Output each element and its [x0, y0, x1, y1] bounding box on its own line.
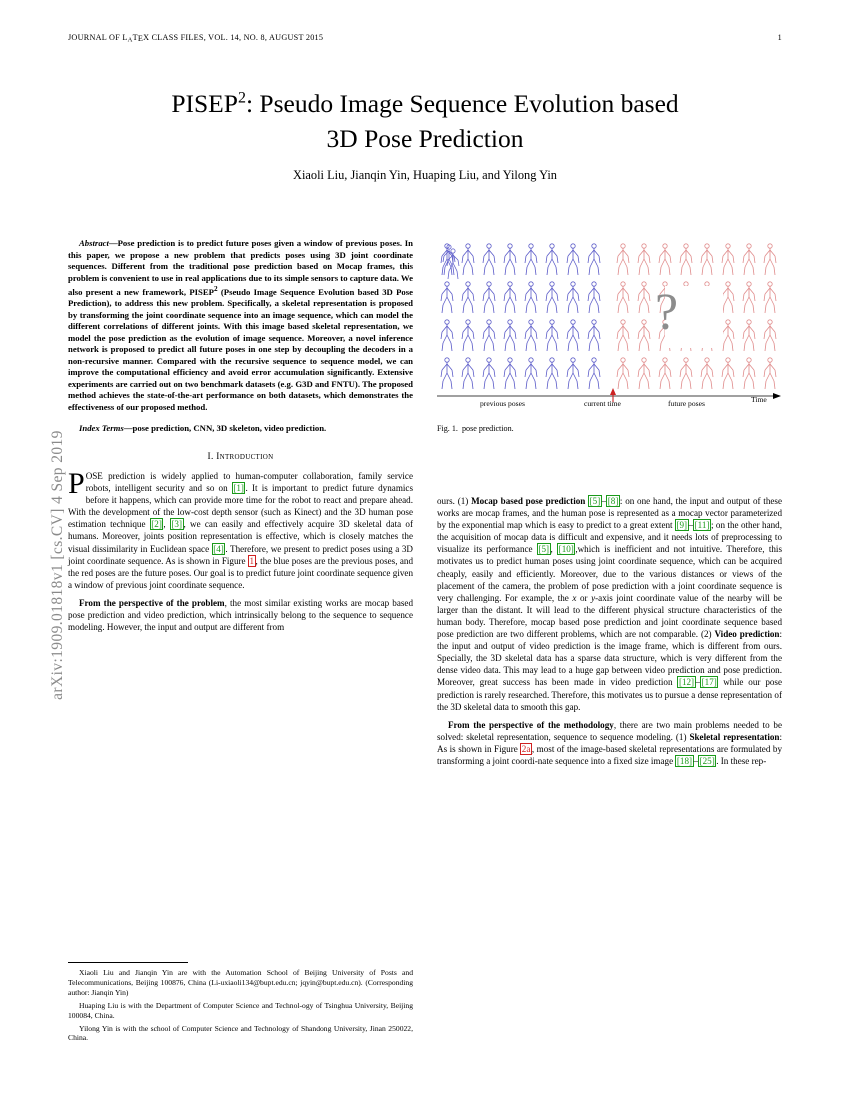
page-title — [68, 80, 782, 156]
figure-label-time: Time — [751, 395, 767, 404]
abstract: Abstract—Pose prediction is to predict future poses given a window of previous poses. In this paper, we propose a new problem that predicts poses using 3D joint coordinate sequences. Different from the traditional pose prediction based on Mocap frames, this problem is convenient to use in real applications due to its simple sensors to capture data. We also present a new framework, PISEP$^2$ (Pseudo Image Sequence Evolution based 3D Pose Prediction), to address this new problem. Specifically, a skeletal representation is proposed by transforming the joint coordinate sequence into an image sequence, which can model the different correlations of different joints. With this image based skeletal representation, we model the pose prediction as the evolution of image sequence. Moreover, a novel inference network is proposed to predict all future poses in one step by decoupling the decoders in a non-recursive manner. Compared with the recursive sequence to sequence model, we can improve the computational efficiency and avoid error accumulation significantly. Extensive experiments are carried out on two benchmark datasets (e.g. G3D and FNTU). The proposed method achieves the state-of-the-art performance on both datasets, which demonstrates the effectiveness of our proposed method. — [68, 238, 413, 412]
right-paragraph-1: ours. (1) Mocap based pose prediction [5] – [8] : on one hand, the input and output of these works are mocap frames, and the human pose is represented as a mocap vector parameterized by the exponential map which is easy to predict to a great extent [9] – [11] ; on the other hand, the acquisition of mocap data is difficult and expensive, and it needs lots of preprocessing to visualize its performance [5] , [10] ,which is inefficient and not intuitive. Therefore, this motivates us to predict human poses using joint coordinate sequence, which can be acquired cheaply, easily and efficiently. Moreover, due to the various distances or views of the placement of the camera, the problem of pose prediction with a joint coordinate sequence is very challenging. For example, the x or y-axis joint coordinate value of the nearby will be larger than the distant. It will lead to the different physical structure characteristics of the human body. Therefore, mocap based pose prediction and joint coordinate sequence based pose prediction are two different problems, which are not comparable. (2) Video prediction: the input and output of video prediction is the image frame, which is different from ours. Specially, the 3D skeletal data has a sparse data structure, which is very different from the dense video data. This may lead to a huge gap between video prediction and pose prediction. Moreover, great success has been made in video prediction [12] – [17] while our pose prediction is rarely researched. Therefore, this motivates us to pursue a dense representation of the 3D skeletal data to smooth this gap. — [437, 496, 783, 712]
citation-1[interactable]: [1] — [233, 483, 244, 494]
figure-label-previous-poses: previous poses — [480, 399, 525, 408]
figure-1 — [437, 238, 782, 433]
citation-25[interactable]: [25] — [699, 755, 715, 766]
citation-2[interactable]: [2] — [151, 519, 162, 530]
bold-phrase-skeletal: Skeletal representation — [689, 731, 780, 742]
footnote-item: Yilong Yin is with the school of Computer Science and Technology of Shandong University, Jinan 250022, China. — [68, 1023, 413, 1043]
intro-smallcaps: OSE — [85, 470, 103, 481]
right-column — [437, 495, 782, 767]
figure-label-future-poses: future poses — [668, 399, 705, 408]
citation-5[interactable]: [5] — [589, 496, 601, 506]
title-line-1: PISEP$^2$: Pseudo Image Sequence Evolution based — [171, 88, 679, 118]
paragraph-lead-bold: From the perspective of the problem — [79, 597, 225, 608]
citation-17[interactable]: [17] — [701, 677, 717, 688]
title-line-2: 3D Pose Prediction — [326, 123, 524, 153]
figure-reference-2a[interactable]: 2a — [521, 743, 531, 754]
question-mark-icon: ? — [655, 284, 679, 341]
running-head-left: JOURNAL OF $L_ATEX$ CLASS FILES, VOL. 14, NO. 8, AUGUST 2015 — [68, 33, 324, 44]
figure-label-current-time: current time — [584, 399, 621, 408]
citation-5b[interactable]: [5] — [538, 544, 550, 555]
bold-phrase-mocap: Mocap based pose prediction — [471, 496, 586, 506]
citation-12[interactable]: [12] — [678, 677, 695, 688]
figure-caption-label: Fig. 1. — [437, 424, 458, 433]
left-column — [68, 238, 413, 633]
footnote-item: Xiaoli Liu and Jianqin Yin are with the Automation School of Beijing University of Posts and Telecommunications, Beijing 100876, China (Li-uxiaoli134@bupt.edu.cn; jqyin@bupt.edu.cn). (Corresponding author: Jianqin Yin) — [68, 968, 413, 997]
index-terms: Index Terms—pose prediction, CNN, 3D skeleton, video prediction. — [79, 423, 327, 434]
running-head — [68, 33, 782, 44]
index-terms-text: pose prediction, CNN, 3D skeleton, video prediction. — [132, 423, 327, 434]
bold-phrase-methodology: From the perspective of the methodology — [448, 719, 614, 730]
figure-reference-1[interactable]: 1 — [249, 555, 255, 566]
citation-11[interactable]: [11] — [694, 520, 710, 531]
abstract-lead: Abstract — [79, 238, 109, 248]
citation-4[interactable]: [4] — [213, 543, 224, 554]
author-list: Xiaoli Liu, Jianqin Yin, Huaping Liu, and Yilong Yin — [293, 168, 557, 182]
citation-8[interactable]: [8] — [607, 496, 619, 506]
figure-1-canvas — [437, 238, 782, 413]
arxiv-stamp: arXiv:1909.01818v1 [cs.CV] 4 Sep 2019 — [49, 430, 66, 700]
page-number: 1 — [777, 33, 782, 42]
footnote-item: Huaping Liu is with the Department of Computer Science and Technol-ogy of Tsinghua University, Beijing 100084, China. — [68, 1000, 413, 1020]
figure-caption-text: pose prediction. — [461, 424, 514, 433]
citation-10[interactable]: [10] — [558, 544, 574, 555]
drop-cap: P — [68, 466, 85, 500]
pose-prediction-illustration — [437, 238, 782, 413]
section-heading-introduction: I. Introduction — [207, 451, 274, 462]
footnote-rule — [68, 962, 188, 963]
footnote-block — [68, 962, 413, 1046]
figure-1-caption — [437, 424, 782, 433]
intro-paragraph-1: POSE prediction is widely applied to human-computer collaboration, family service robots, intelligent security and so on [1] . It is important to predict future dynamics before it happens, which can provide more time for the robot to react and prepare ahead. With the development of the low-cost depth sensor (such as Kinect) and the 3D human pose estimation technique [2] , [3] , we can easily and effectively acquire 3D skeletal data of humans. Moreover, joints position representation is effective, which is closely matches the visual dissimilarity in Euclidean space [4] . Therefore, we present to predict poses using a 3D joint coordinate sequence. As is shown in Figure 1 , the blue poses are the previous poses, and the red poses are the future poses. Our goal is to predict future joint coordinate sequence given a window of previous joint coordinate sequence. — [68, 466, 414, 590]
intro-paragraph-2: From the perspective of the problem, the most similar existing works are mocap based pose prediction and video prediction, which intrinsically belong to the sequence to sequence modeling. However, the input and output are different from — [68, 597, 413, 633]
citation-18[interactable]: [18] — [676, 755, 693, 766]
bold-phrase-video: Video prediction — [714, 629, 780, 640]
citation-3[interactable]: [3] — [171, 519, 182, 530]
citation-9[interactable]: [9] — [676, 520, 688, 531]
abstract-text-2: (Pseudo Image Sequence Evolution based 3D Pose Prediction), to address this new problem. Specifically, a skeletal representation is proposed by transforming the joint coordinate sequence into an image sequence, which can model the different correlations of different joints. With this image based skeletal representation, we model the pose prediction as the evolution of image sequence. Moreover, a novel inference network is proposed to predict all future poses in one step by decoupling the decoders in a non-recursive manner. Compared with the recursive sequence to sequence model, we can improve the computational efficiency and avoid error accumulation significantly. Extensive experiments are carried out on two benchmark datasets (e.g. G3D and FNTU). The proposed method achieves the state-of-the-art performance on both datasets, which demonstrates the effectiveness of our proposed method. — [68, 286, 413, 412]
index-terms-lead: Index Terms — [79, 423, 124, 434]
right-paragraph-2: From the perspective of the methodology, there are two main problems needed to be solved: skeletal representation, sequence to sequence modeling. (1) Skeletal representation: As is shown in Figure 2a , most of the image-based skeletal representations are formulated by transforming a joint coordi-nate sequence into a fixed size image [18] – [25] . In these rep- — [437, 719, 782, 766]
abstract-text: Pose prediction is to predict future poses given a window of previous poses. In this paper, we propose a new problem that predicts poses using 3D joint coordinate sequences. Different from the traditional pose prediction based on Mocap frames, this problem is convenient to use in real applications due to its simple sensors to capture data. We also present a new framework, PISEP — [68, 238, 413, 297]
